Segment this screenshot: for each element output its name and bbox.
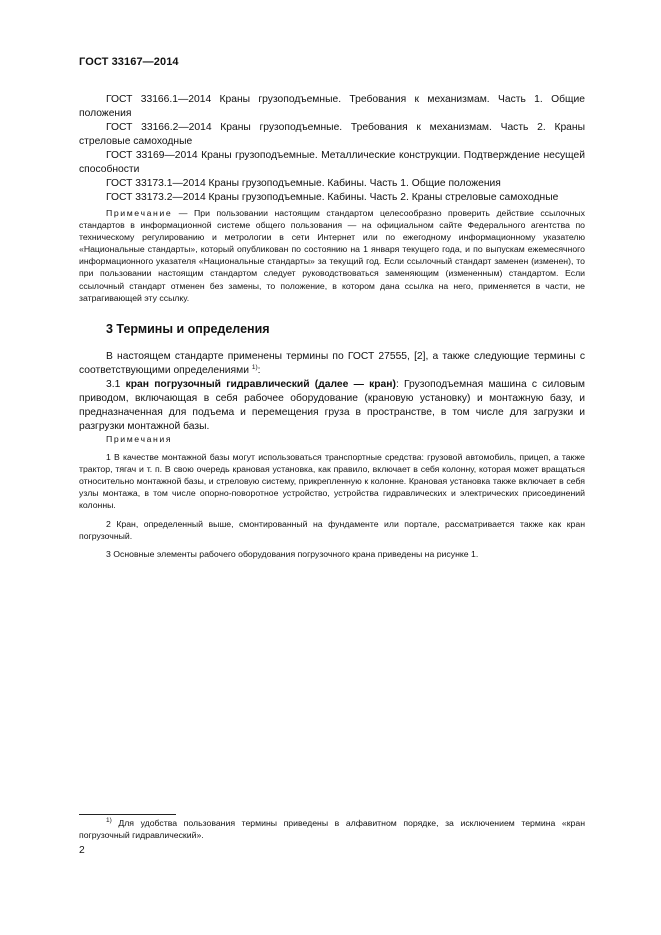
reference-item: ГОСТ 33166.1—2014 Краны грузоподъемные. Требования к механизмам. Часть 1. Общие положения bbox=[79, 94, 585, 119]
note-item: 2 Кран, определенный выше, смонтированный на фундаменте или портале, рассматривается также как кран погрузочный. bbox=[79, 518, 585, 541]
section-3-body bbox=[79, 350, 585, 434]
reference-item: ГОСТ 33173.2—2014 Краны грузоподъемные. Кабины. Часть 2. Краны стреловые самоходные bbox=[106, 192, 559, 203]
intro-end: : bbox=[257, 365, 261, 376]
term-name: кран погрузочный гидравлический (далее — кран) bbox=[125, 379, 396, 390]
normative-references-list bbox=[79, 93, 585, 205]
reference-item: ГОСТ 33173.1—2014 Краны грузоподъемные. Кабины. Часть 1. Общие положения bbox=[106, 178, 501, 189]
section-title: 3 Термины и определения bbox=[106, 322, 270, 336]
footnote bbox=[79, 817, 585, 841]
note-item: 1 В качестве монтажной базы могут использоваться транспортные средства: грузовой автомобиль, прицеп, а также трактор, тягач и т. п. В свою очередь крановая установка, как правило, включает в себя колонну, которая может вращаться относительно монтажной базы, и стреловую систему, прикрепленную к колонне. Крановая установка также включает в себя узлы монтажа, в том числе опорно-поворотное устройство, устройства гидравлических и электрических присоединений колонны. bbox=[79, 452, 585, 511]
page-number: 2 bbox=[79, 845, 85, 856]
note-item: 3 Основные элементы рабочего оборудования погрузочного крана приведены на рисунке 1. bbox=[106, 548, 479, 559]
reference-item: ГОСТ 33166.2—2014 Краны грузоподъемные. Требования к механизмам. Часть 2. Краны стреловые самоходные bbox=[79, 122, 585, 147]
references-note bbox=[79, 207, 585, 304]
footnote-mark: 1) bbox=[106, 817, 112, 824]
term-definition bbox=[79, 378, 585, 434]
reference-item: ГОСТ 33169—2014 Краны грузоподъемные. Металлические конструкции. Подтверждение несущей способности bbox=[79, 150, 585, 175]
document-header: ГОСТ 33167—2014 bbox=[79, 56, 179, 68]
term-notes bbox=[79, 433, 585, 560]
note-label: Примечание bbox=[106, 208, 173, 218]
term-definition-text: : Грузоподъемная машина с силовым приводом, включающая в себя рабочее оборудование (крановую установку) и монтажную базу, и предназначенная для подъема и перемещения груза в пространстве, в том числе для загрузки и разгрузки монтажной базы. bbox=[79, 379, 586, 432]
term-number: 3.1 bbox=[106, 379, 121, 390]
note-text: — При пользовании настоящим стандартом целесообразно проверить действие ссылочных стандартов в информационной системе общего пользования — на официальном сайте Федерального агентства по техническому регулированию и метрологии в сети Интернет или по ежегодному информационному указателю «Национальные стандарты», который опубликован по состоянию на 1 января текущего года, и по выпускам ежемесячного информационного указателя «Национальные стандарты» за текущий год. Если ссылочный стандарт заменен (изменен), то при пользовании настоящим стандартом следует руководствоваться заменяющим (измененным) стандартом. Если ссылочный стандарт отменен без замены, то положение, в котором дана ссылка на него, применяется в части, не затрагивающей эту ссылку. bbox=[79, 208, 585, 303]
intro-text: В настоящем стандарте применены термины по ГОСТ 27555, [2], а также следующие термины с соответствующими определениями bbox=[79, 351, 585, 376]
section-intro bbox=[79, 350, 585, 378]
footnote-ref: 1) bbox=[251, 364, 258, 371]
notes-label: Примечания bbox=[106, 434, 173, 444]
footnote-text: Для удобства пользования термины приведены в алфавитном порядке, за исключением термина «кран погрузочный гидравлический». bbox=[79, 818, 585, 841]
footnote-divider bbox=[79, 814, 176, 815]
